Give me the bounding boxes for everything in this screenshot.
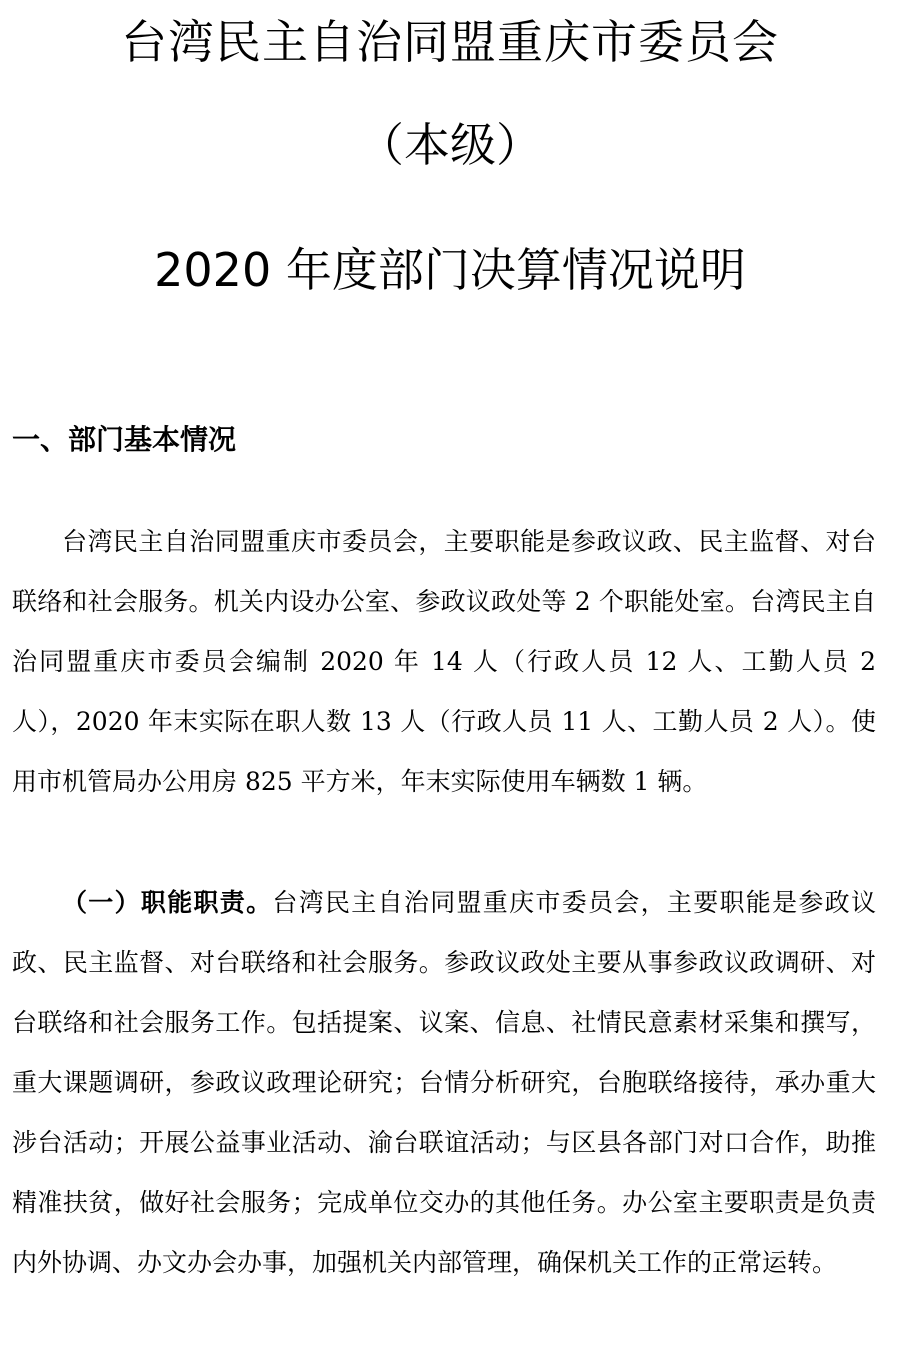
paragraph-body: 台湾民主自治同盟重庆市委员会，主要职能是参政议政、民主监督、对台联络和社会服务。参政议政处主要从事参政议政调研、对台联络和社会服务工作。包括提案、议案、信息、社情民意素材采集和撰写，重大课题调研，参政议政理论研究；台情分析研究，台胞联络接待，承办重大涉台活动；开展公益事业活动、渝台联谊活动；与区县各部门对口合作，助推精准扶贫，做好社会服务；完成单位交办的其他任务。办公室主要职责是负责内外协调、办文办会办事，加强机关内部管理，确保机关工作的正常运转。 xyxy=(12,888,876,1277)
document-title-line-3: 2020 年度部门决算情况说明 xyxy=(154,243,746,297)
document-title-line-1: 台湾民主自治同盟重庆市委员会 xyxy=(121,15,779,69)
paragraph-lead-in: （一）职能职责。 xyxy=(62,888,273,917)
body-paragraph-2 xyxy=(12,873,876,1293)
section-heading: 一、部门基本情况 xyxy=(12,423,237,456)
document-title-line-2: （本级） xyxy=(358,118,542,172)
body-paragraph-1: 台湾民主自治同盟重庆市委员会，主要职能是参政议政、民主监督、对台联络和社会服务。机关内设办公室、参政议政处等 2 个职能处室。台湾民主自治同盟重庆市委员会编制 2020 年 14 人（行政人员 12 人、工勤人员 2 人），2020 年末实际在职人数 13 人（行政人员 11 人、工勤人员 2 人）。使用市机管局办公用房 825 平方米，年末实际使用车辆数 1 辆。 xyxy=(12,527,876,796)
